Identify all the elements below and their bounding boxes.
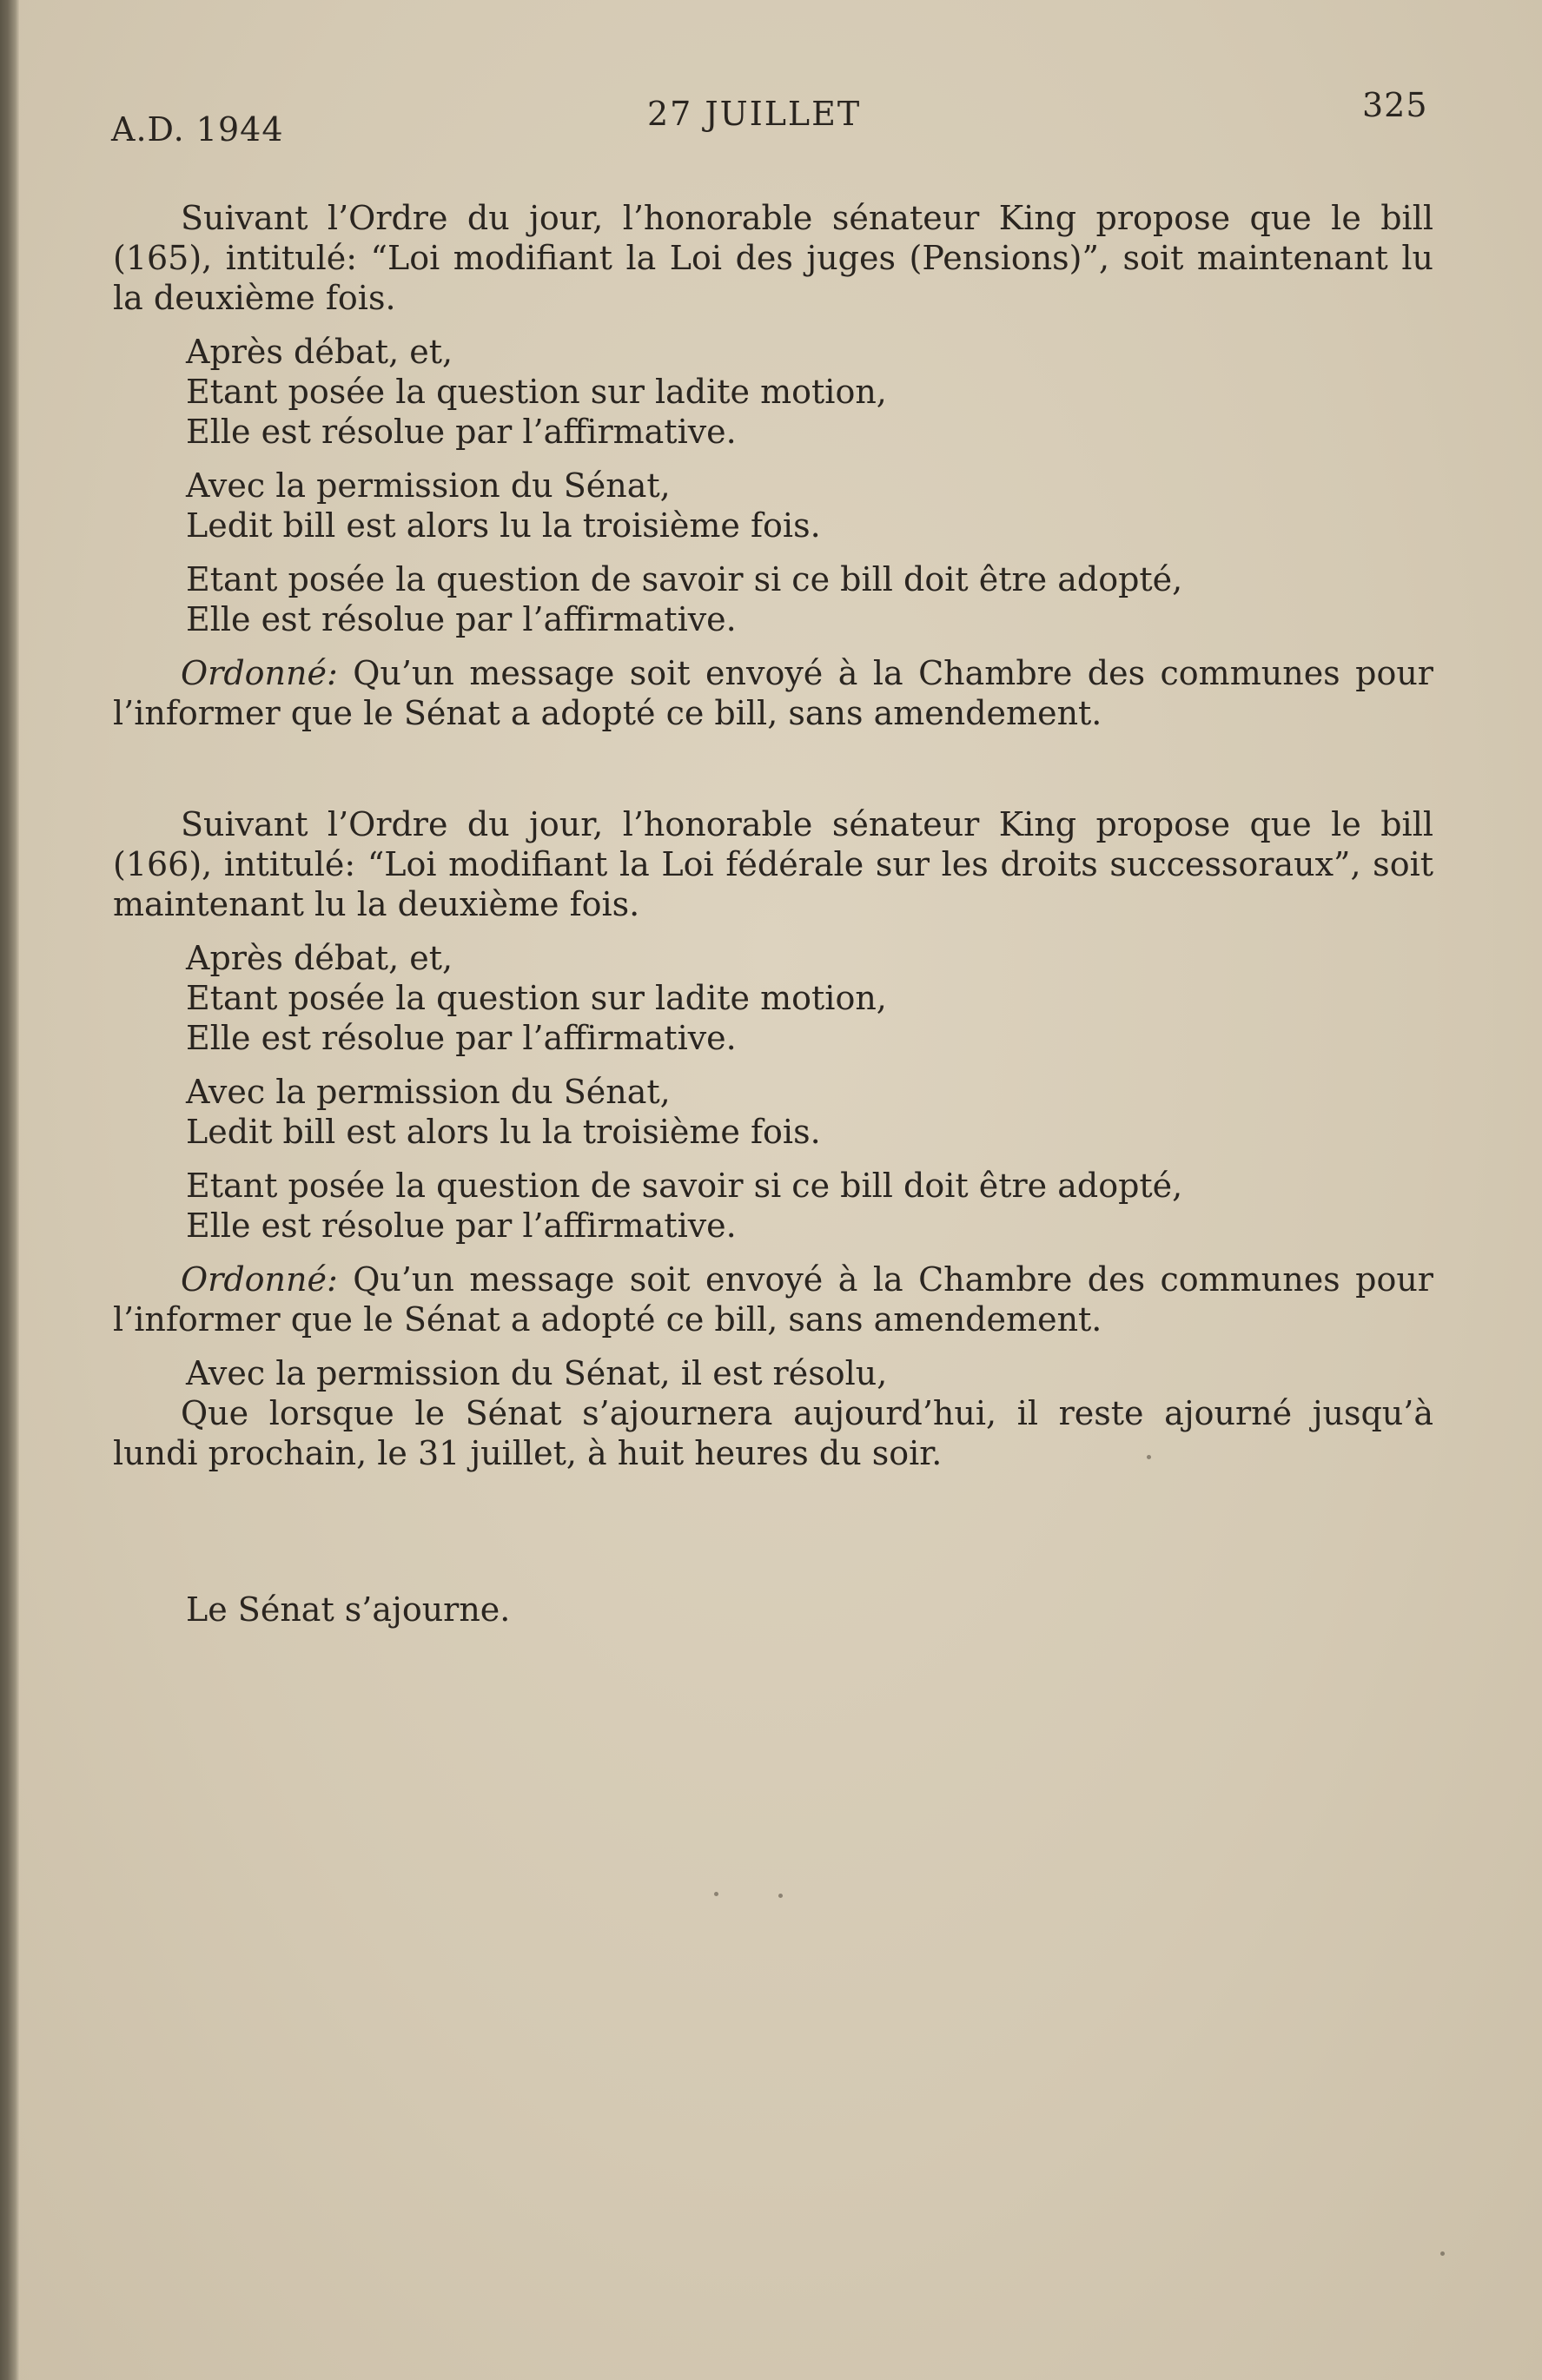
header-year: A.D. 1944: [111, 110, 284, 149]
permission-line: Avec la permission du Sénat,: [186, 466, 671, 505]
question-line: Elle est résolue par l’affirmative.: [186, 1207, 737, 1245]
adjournment-text: Que lorsque le Sénat s’ajournera aujourd’hui, il reste ajourné jusqu’à lundi prochain, le 31 juillet, à huit heures du soir.: [113, 1394, 1433, 1472]
adjournment-permission: Avec la permission du Sénat, il est résolu,: [186, 1354, 888, 1392]
closing-space: [113, 1487, 1433, 1590]
ordonne-label: Ordonné:: [181, 654, 338, 692]
page-binding-edge: [0, 0, 19, 2380]
permission-line: Ledit bill est alors lu la troisième fois.: [186, 1113, 821, 1151]
bill-165-ordonne: [113, 653, 1433, 733]
page-header: [0, 86, 1542, 149]
debate-line: Elle est résolue par l’affirmative.: [186, 413, 737, 451]
ordonne-label: Ordonné:: [181, 1260, 338, 1299]
permission-line: Ledit bill est alors lu la troisième fois.: [186, 506, 821, 545]
bill-165-intro: Suivant l’Ordre du jour, l’honorable sénateur King propose que le bill (165), intitulé: “Loi modifiant la Loi des juges (Pensions)”, soit maintenant lu la deuxième fois.: [113, 199, 1433, 317]
debate-line: Elle est résolue par l’affirmative.: [186, 1019, 737, 1057]
adjournment-resolution: [113, 1353, 1433, 1473]
question-line: Etant posée la question de savoir si ce bill doit être adopté,: [186, 560, 1183, 598]
paper-speck: [778, 1894, 783, 1898]
bill-166-ordonne: [113, 1259, 1433, 1339]
debate-line: Après débat, et,: [186, 333, 453, 371]
ordonne-text: Qu’un message soit envoyé à la Chambre des communes pour l’informer que le Sénat a adopté ce bill, sans amendement.: [113, 654, 1433, 732]
bill-165-permission: [113, 466, 1433, 545]
debate-line: Etant posée la question sur ladite motion,: [186, 373, 887, 411]
paper-speck: [1440, 2251, 1445, 2256]
permission-line: Avec la permission du Sénat,: [186, 1073, 671, 1111]
ordonne-text: Qu’un message soit envoyé à la Chambre des communes pour l’informer que le Sénat a adopté ce bill, sans amendement.: [113, 1260, 1433, 1339]
bill-165-section: [113, 198, 1433, 733]
paper-speck: [1147, 1455, 1151, 1459]
paper-speck: [714, 1892, 718, 1896]
debate-line: Etant posée la question sur ladite motion,: [186, 979, 887, 1017]
closing-line: Le Sénat s’ajourne.: [186, 1590, 511, 1629]
question-line: Elle est résolue par l’affirmative.: [186, 600, 737, 638]
question-line: Etant posée la question de savoir si ce bill doit être adopté,: [186, 1167, 1183, 1205]
bill-166-intro: Suivant l’Ordre du jour, l’honorable sénateur King propose que le bill (166), intitulé: “Loi modifiant la Loi fédérale sur les droits successoraux”, soit maintenant lu la deuxième fois.: [113, 805, 1433, 923]
bill-165-question: [113, 559, 1433, 639]
section-divider-space: [113, 747, 1433, 804]
header-date: 27 JUILLET: [647, 95, 862, 133]
page-body: [113, 198, 1433, 1630]
bill-166-section: [113, 804, 1433, 1473]
bill-166-permission: [113, 1072, 1433, 1152]
debate-line: Après débat, et,: [186, 939, 453, 977]
bill-166-question: [113, 1166, 1433, 1246]
page-number: 325: [1362, 86, 1428, 124]
bill-166-debate: [113, 938, 1433, 1058]
bill-165-debate: [113, 332, 1433, 452]
